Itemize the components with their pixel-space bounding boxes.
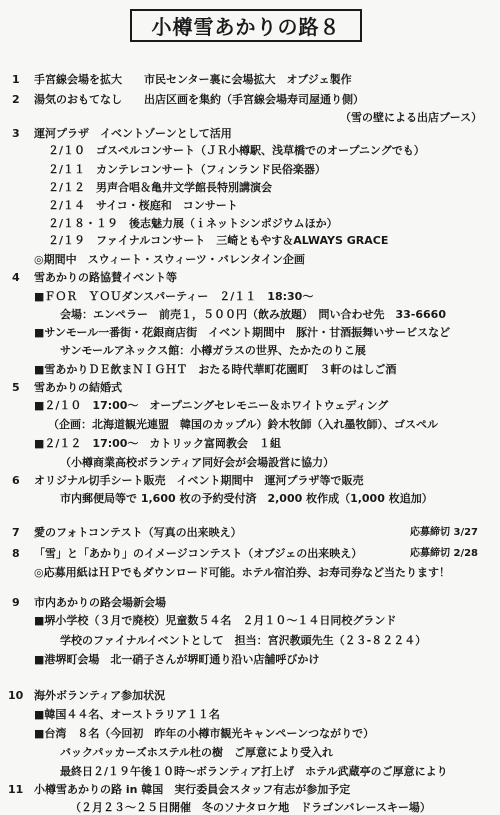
document-line: 応募締切 2/28 (410, 548, 479, 559)
document-line: 雪あかりの結婚式 (34, 381, 122, 394)
document-line: （雪の壁による出店ブース） (340, 111, 483, 124)
document-line: （２月２３～２５日開催 冬のソナタロケ地 ドラゴンバレースキー場） (70, 801, 431, 814)
document-line: ２/１８・１９ 後志魅力展（ｉネットシンポジウムほか） (48, 217, 338, 230)
document-line: ■韓国４４名、オーストラリア１１名 (34, 708, 220, 721)
document-line: ■２/１２ 17:00～ カトリック富岡教会 １組 (34, 437, 281, 450)
document-line: 雪あかりの路協賛イベント等 (34, 271, 177, 284)
document-line: ◎期間中 スウィート・スウィーツ・バレンタイン企画 (34, 253, 305, 266)
document-line: 会場：エンペラー 前売１，５００円（飲み放題） 問い合わせ先 33-6660 (60, 308, 446, 321)
document-line: ２/１１ カンテレコンサート（フィンランド民俗楽器） (48, 163, 326, 176)
document-line: ■２/１０ 17:00～ オープニングセレモニー＆ホワイトウェディング (34, 399, 389, 412)
document-line: 運河プラザ イベントゾーンとして活用 (34, 127, 232, 140)
document-line: ２/１９ ファイナルコンサート 三崎ともやす＆ALWAYS GRACE (48, 234, 389, 247)
document-line: （企画：北海道観光連盟 韓国のカップル）鈴木牧師（入れ墨牧師）、ゴスペル (48, 418, 438, 431)
document-line: オリジナル切手シート販売 イベント期間中 運河プラザ等で販売 (34, 474, 364, 487)
document-line: ■堺小学校（３月で廃校）児童数５４名 ２月１０～１４日同校グランド (34, 614, 397, 627)
document-line: 手宮線会場を拡大 市民センター裏に会場拡大 オブジェ製作 (34, 73, 352, 86)
document-line: ２/１０ ゴスペルコンサート（ＪＲ小樽駅、浅草橋でのオープニングでも） (48, 144, 425, 157)
document-line: 愛のフォトコンテスト（写真の出来映え） (34, 526, 242, 539)
document-line: バックパッカーズホステル杜の樹 ご厚意により受入れ (60, 746, 334, 759)
item-number: 8 (12, 547, 20, 560)
document-line: 湯気のおもてなし 出店区画を集約（手宮線会場寿司屋通り側） (34, 93, 364, 106)
item-number: 7 (12, 526, 20, 539)
document-line: サンモールアネックス館：小樽ガラスの世界、たかたのりこ展 (60, 344, 366, 357)
document-line: ■港堺町会場 北一硝子さんが堺町通り沿い店舗呼びかけ (34, 653, 320, 666)
document-line: 応募締切 3/27 (410, 527, 479, 538)
document-line: ２/１４ サイコ・桜庭和 コンサート (48, 199, 238, 212)
document-line: ■台湾 ８名（今回初 昨年の小樽市観光キャンペーンつながりで） (34, 727, 375, 740)
document-line: 「雪」と「あかり」のイメージコンテスト（オブジェの出来映え） (34, 547, 363, 560)
document-line: 市内郵便局等で 1,600 枚の予約受付済 2,000 枚作成（1,000 枚追加） (60, 492, 433, 505)
document-line: ２/１２ 男声合唱＆亀井文学館長特別講演会 (48, 181, 273, 194)
item-number: 5 (12, 381, 20, 394)
document-line: ■サンモール一番街・花銀商店街 イベント期間中 豚汁・甘酒振舞いサービスなど (34, 326, 451, 339)
document-line: 最終日２/１９午後１０時～ボランティア打上げ ホテル武蔵亭のご厚意により (60, 765, 448, 778)
document-line: 海外ボランティア参加状況 (34, 689, 166, 702)
item-number: 11 (8, 783, 24, 796)
item-number: 3 (12, 127, 20, 140)
item-number: 2 (12, 93, 20, 106)
document-line: 小樽雪あかりの路 in 韓国 実行委員会スタッフ有志が参加予定 (34, 783, 351, 796)
item-number: 6 (12, 474, 20, 487)
item-number: 9 (12, 596, 20, 609)
item-number: 10 (8, 689, 24, 702)
document-line: ■ＦＯＲ ＹＯＵダンスパーティー ２/１１ 18:30～ (34, 290, 314, 303)
item-number: 4 (12, 271, 20, 284)
document-line: ◎応募用紙はＨＰでもダウンロード可能。ホテル宿泊券、お寿司券など当たります！ (34, 566, 451, 579)
document-line: 学校のファイナルイベントとして 担当：宮沢教頭先生（２３-８２２４） (60, 634, 427, 647)
document-line: ■雪あかりＤＥ飲まＮＩＧＨＴ おたる時代華町花園町 ３軒のはしご酒 (34, 363, 397, 376)
document-line: （小樽商業高校ボランティア同好会が会場設営に協力） (60, 456, 335, 469)
document-line: 市内あかりの路会場新会場 (34, 596, 166, 609)
item-number: 1 (12, 73, 20, 86)
page-title: 小樽雪あかりの路８ (130, 9, 362, 42)
